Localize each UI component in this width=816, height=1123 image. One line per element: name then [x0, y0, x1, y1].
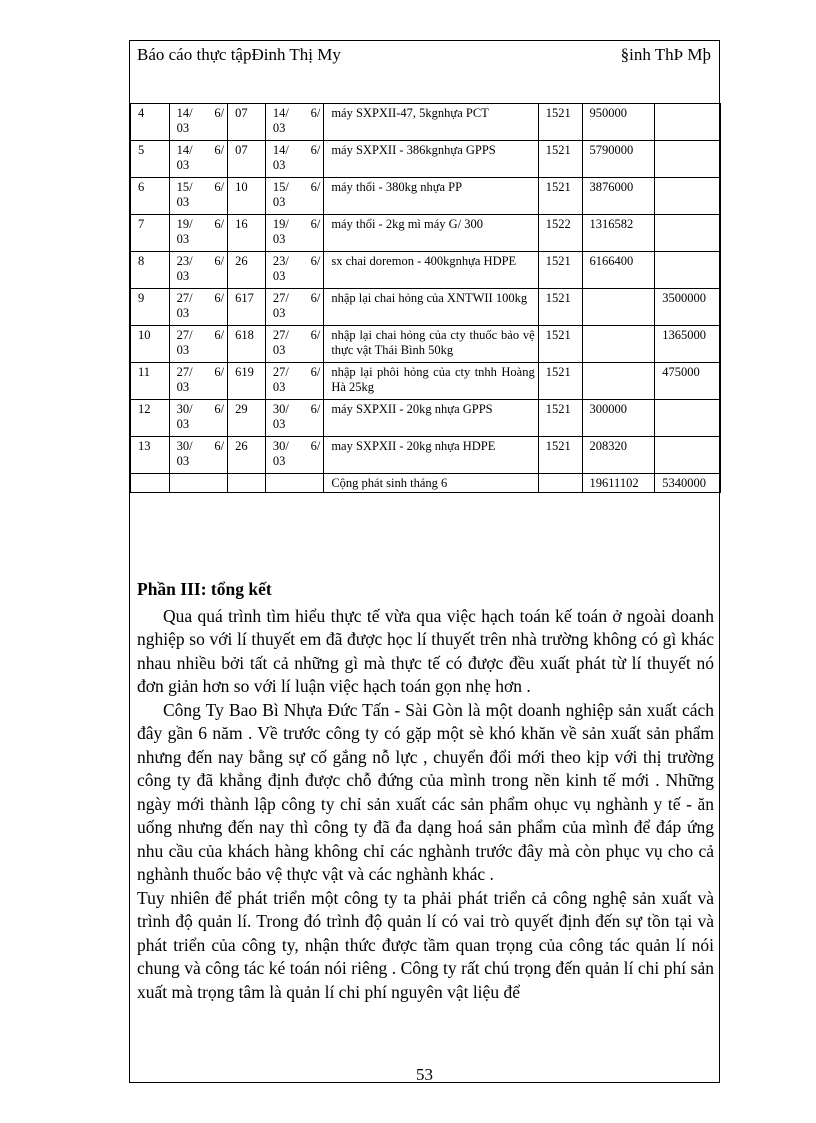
debit-cell: 6166400	[582, 252, 655, 289]
voucher-date-cell	[169, 326, 227, 363]
table-row	[131, 178, 721, 215]
date-year: 03	[176, 380, 190, 394]
account-cell: 1521	[538, 363, 582, 400]
header-left-text: Báo cáo thực tậpĐinh Thị My	[137, 45, 341, 64]
date-month: 6/	[310, 106, 321, 120]
entry-date-cell	[265, 178, 323, 215]
date-year: 03	[176, 121, 190, 135]
account-cell: 1521	[538, 104, 582, 141]
credit-cell	[655, 437, 721, 474]
date-month: 6/	[310, 180, 321, 194]
debit-cell: 300000	[582, 400, 655, 437]
debit-cell: 1316582	[582, 215, 655, 252]
voucher-number-cell: 16	[228, 215, 266, 252]
row-number-cell: 13	[131, 437, 170, 474]
date-day: 14/	[272, 106, 289, 120]
row-number-cell: 7	[131, 215, 170, 252]
date-year: 03	[272, 269, 286, 283]
table-row	[131, 326, 721, 363]
description-cell: máy thổi - 380kg nhựa PP	[324, 178, 538, 215]
date-year: 03	[176, 343, 190, 357]
date-year: 03	[176, 306, 190, 320]
voucher-number-cell: 617	[228, 289, 266, 326]
ledger-body	[131, 104, 721, 493]
description-cell: nhập lại chai hỏng của cty thuốc bảo vệ thực vật Thái Bình 50kg	[324, 326, 538, 363]
date-month: 6/	[310, 254, 321, 268]
table-row	[131, 215, 721, 252]
description-cell: sx chai doremon - 400kgnhựa HDPE	[324, 252, 538, 289]
voucher-number-cell: 10	[228, 178, 266, 215]
entry-date-cell	[265, 363, 323, 400]
entry-date-cell	[265, 215, 323, 252]
credit-cell	[655, 141, 721, 178]
date-day: 15/	[272, 180, 289, 194]
date-month: 6/	[310, 439, 321, 453]
row-number-cell: 4	[131, 104, 170, 141]
date-month: 6/	[214, 143, 225, 157]
date-day: 15/	[176, 180, 193, 194]
entry-date-cell	[265, 141, 323, 178]
date-day: 27/	[176, 365, 193, 379]
date-day: 27/	[176, 291, 193, 305]
row-number-cell: 10	[131, 326, 170, 363]
section-paragraph: Qua quá trình tìm hiểu thực tế vừa qua việc hạch toán kế toán ở ngoài doanh nghiệp so với lí thuyết em đã được học lí thuyết trên nhà trường không có gì khác nhau nhiều bởi tất cả những gì mà thực tế có được đều xuất phát từ lí thuyết nó đơn giản hơn so với lí luận việc hạch toán gọn nhẹ hơn .	[137, 605, 714, 696]
date-month: 6/	[214, 291, 225, 305]
description-cell: nhập lại phôi hỏng của cty tnhh Hoàng Hà 25kg	[324, 363, 538, 400]
entry-date-cell	[265, 400, 323, 437]
page-header	[130, 41, 719, 104]
description-cell: máy SXPXII - 20kg nhựa GPPS	[324, 400, 538, 437]
voucher-number-cell: 619	[228, 363, 266, 400]
entry-date-cell	[265, 326, 323, 363]
date-month: 6/	[310, 328, 321, 342]
date-day: 14/	[176, 106, 193, 120]
date-year: 03	[272, 158, 286, 172]
date-day: 30/	[272, 402, 289, 416]
date-month: 6/	[214, 402, 225, 416]
section-paragraph: Công Ty Bao Bì Nhựa Đức Tấn - Sài Gòn là một doanh nghiệp sản xuất cách đây gần 6 năm . Về trước công ty có gặp một sè khó khăn về sản xuất sản phẩm nhưng đến nay bằng sự cố gắng nỗ lực , chuyển đổi mới theo kịp với thị trường công ty đã khẳng định được chỗ đứng của mình trong nền kinh tế mới . Những ngày mới thành lập công ty chỉ sản xuất các sản phẩm ohục vụ nghành y tế - ăn uống nhưng đến nay thì công ty đã đa dạng hoá sản phẩm của mình để đáp ứng nhu cầu của khách hàng không chỉ các nghành trước đây mà còn phục vụ cho cả nghành thuốc bảo vệ thực vật và các nghành khác .	[137, 699, 714, 884]
date-month: 6/	[310, 143, 321, 157]
date-month: 6/	[310, 291, 321, 305]
table-row	[131, 437, 721, 474]
empty-cell	[131, 474, 170, 493]
total-row	[131, 474, 721, 493]
voucher-date-cell	[169, 252, 227, 289]
table-row	[131, 400, 721, 437]
debit-cell: 5790000	[582, 141, 655, 178]
date-day: 23/	[176, 254, 193, 268]
entry-date-cell	[265, 289, 323, 326]
voucher-date-cell	[169, 437, 227, 474]
voucher-date-cell	[169, 363, 227, 400]
entry-date-cell	[265, 437, 323, 474]
credit-cell: 3500000	[655, 289, 721, 326]
row-number-cell: 8	[131, 252, 170, 289]
description-cell: nhập lại chai hỏng của XNTWII 100kg	[324, 289, 538, 326]
description-cell: may SXPXII - 20kg nhựa HDPE	[324, 437, 538, 474]
voucher-number-cell: 29	[228, 400, 266, 437]
account-cell: 1521	[538, 437, 582, 474]
date-month: 6/	[310, 365, 321, 379]
voucher-date-cell	[169, 141, 227, 178]
date-year: 03	[176, 158, 190, 172]
credit-cell	[655, 104, 721, 141]
voucher-date-cell	[169, 215, 227, 252]
description-cell: máy SXPXII - 386kgnhựa GPPS	[324, 141, 538, 178]
total-credit-cell: 5340000	[655, 474, 721, 493]
date-day: 23/	[272, 254, 289, 268]
voucher-number-cell: 618	[228, 326, 266, 363]
credit-cell	[655, 178, 721, 215]
date-day: 14/	[176, 143, 193, 157]
credit-cell	[655, 400, 721, 437]
date-year: 03	[272, 306, 286, 320]
table-row	[131, 104, 721, 141]
date-day: 27/	[176, 328, 193, 342]
entry-date-cell	[265, 252, 323, 289]
table-row	[131, 289, 721, 326]
date-year: 03	[272, 417, 286, 431]
description-cell: máy thổi - 2kg mì máy G/ 300	[324, 215, 538, 252]
debit-cell: 3876000	[582, 178, 655, 215]
voucher-number-cell: 26	[228, 437, 266, 474]
account-cell: 1521	[538, 178, 582, 215]
date-month: 6/	[214, 180, 225, 194]
voucher-date-cell	[169, 178, 227, 215]
table-row	[131, 363, 721, 400]
date-year: 03	[272, 232, 286, 246]
account-cell: 1521	[538, 326, 582, 363]
row-number-cell: 11	[131, 363, 170, 400]
date-day: 30/	[272, 439, 289, 453]
account-cell: 1521	[538, 252, 582, 289]
credit-cell: 1365000	[655, 326, 721, 363]
voucher-number-cell: 07	[228, 141, 266, 178]
section-paragraph: Tuy nhiên để phát triển một công ty ta phải phát triển cả công nghệ sản xuất và trình độ quản lí. Trong đó trình độ quản lí có vai trò quyết định đến sự tồn tại và phát triển của công ty, nhận thức được tầm quan trọng của công tác quản lí nói chung và công tác ké toán nói riêng . Công ty rất chú trọng đến quản lí chi phí sản xuất mà trọng tâm là quản lí chi phí nguyên vật liệu để	[137, 887, 714, 1002]
voucher-date-cell	[169, 104, 227, 141]
date-day: 19/	[272, 217, 289, 231]
account-cell: 1522	[538, 215, 582, 252]
debit-cell: 950000	[582, 104, 655, 141]
description-cell: máy SXPXII-47, 5kgnhựa PCT	[324, 104, 538, 141]
date-day: 27/	[272, 291, 289, 305]
credit-cell	[655, 215, 721, 252]
empty-cell	[265, 474, 323, 493]
debit-cell	[582, 289, 655, 326]
empty-cell	[538, 474, 582, 493]
page-number: 53	[416, 1065, 433, 1084]
credit-cell: 475000	[655, 363, 721, 400]
account-cell: 1521	[538, 141, 582, 178]
debit-cell: 208320	[582, 437, 655, 474]
summary-section	[137, 578, 714, 1004]
date-month: 6/	[214, 106, 225, 120]
date-day: 27/	[272, 365, 289, 379]
row-number-cell: 5	[131, 141, 170, 178]
page-frame	[129, 40, 720, 1083]
total-label-cell: Cộng phát sinh tháng 6	[324, 474, 538, 493]
date-day: 14/	[272, 143, 289, 157]
voucher-number-cell: 26	[228, 252, 266, 289]
debit-cell	[582, 326, 655, 363]
date-day: 27/	[272, 328, 289, 342]
total-debit-cell: 19611102	[582, 474, 655, 493]
date-year: 03	[272, 343, 286, 357]
date-year: 03	[176, 232, 190, 246]
date-month: 6/	[214, 254, 225, 268]
voucher-date-cell	[169, 400, 227, 437]
empty-cell	[169, 474, 227, 493]
date-year: 03	[272, 454, 286, 468]
date-year: 03	[272, 195, 286, 209]
date-month: 6/	[310, 217, 321, 231]
date-year: 03	[176, 195, 190, 209]
date-day: 19/	[176, 217, 193, 231]
debit-cell	[582, 363, 655, 400]
section-title: Phần III: tổng kết	[137, 579, 272, 599]
account-cell: 1521	[538, 289, 582, 326]
account-cell: 1521	[538, 400, 582, 437]
date-month: 6/	[214, 328, 225, 342]
row-number-cell: 9	[131, 289, 170, 326]
date-month: 6/	[310, 402, 321, 416]
table-row	[131, 141, 721, 178]
ledger-table	[130, 103, 721, 493]
date-day: 30/	[176, 439, 193, 453]
date-year: 03	[176, 417, 190, 431]
date-year: 03	[176, 269, 190, 283]
table-row	[131, 252, 721, 289]
date-year: 03	[272, 121, 286, 135]
date-month: 6/	[214, 217, 225, 231]
date-day: 30/	[176, 402, 193, 416]
date-month: 6/	[214, 365, 225, 379]
date-month: 6/	[214, 439, 225, 453]
header-right-text: §inh ThÞ Mþ	[620, 45, 711, 64]
credit-cell	[655, 252, 721, 289]
empty-cell	[228, 474, 266, 493]
voucher-date-cell	[169, 289, 227, 326]
row-number-cell: 6	[131, 178, 170, 215]
date-year: 03	[176, 454, 190, 468]
entry-date-cell	[265, 104, 323, 141]
voucher-number-cell: 07	[228, 104, 266, 141]
row-number-cell: 12	[131, 400, 170, 437]
date-year: 03	[272, 380, 286, 394]
